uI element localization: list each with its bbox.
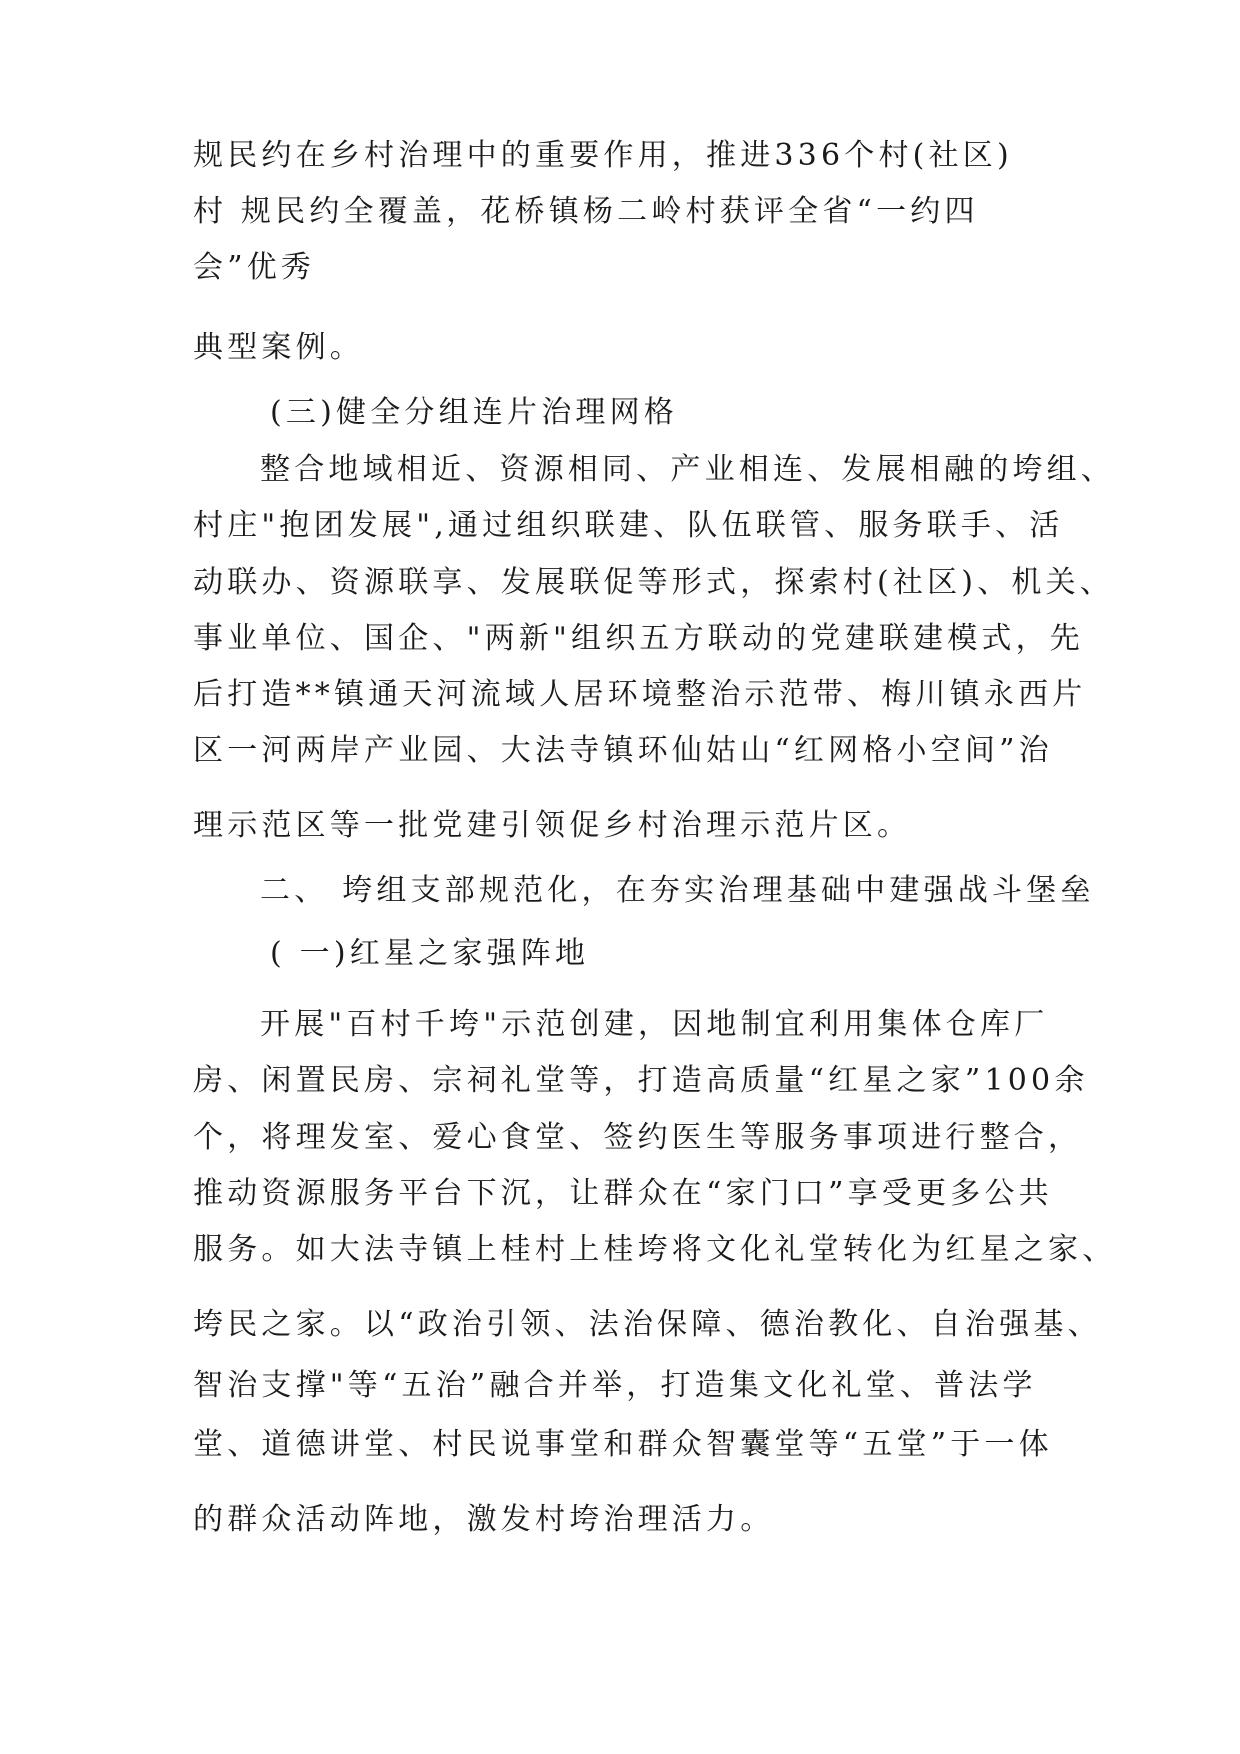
text-line: 智治支撑"等“五治”融合并举，打造集文化礼堂、普法学 (193, 1368, 1037, 1403)
paragraph-first-line: 开展"百村千垮"示范创建，因地制宜利用集体仓库厂 (260, 1007, 1049, 1042)
text-line: 个，将理发室、爱心食堂、签约医生等服务事项进行整合， (193, 1120, 1083, 1155)
text-line: 会”优秀 (193, 250, 316, 285)
section-heading: (三)健全分组连片治理网格 (270, 395, 679, 430)
text-line: 堂、道德讲堂、村民说事堂和群众智囊堂等“五堂”于一体 (193, 1427, 1053, 1462)
text-line: 规民约在乡村治理中的重要作用，推进336个村(社区) (193, 138, 1013, 173)
text-line: 垮民之家。以“政治引领、法治保障、德治教化、自治强基、 (193, 1307, 1102, 1342)
text-line: 典型案例。 (193, 330, 364, 365)
text-line: 房、闲置民房、宗祠礼堂等，打造高质量“红星之家”100余 (193, 1063, 1089, 1098)
text-line: 服务。如大法寺镇上桂村上桂垮将文化礼堂转化为红星之家、 (193, 1232, 1117, 1267)
text-line: 推动资源服务平台下沉，让群众在“家门口”享受更多公共 (193, 1176, 1053, 1211)
text-line: 区一河两岸产业园、大法寺镇环仙姑山“红网格小空间”治 (193, 733, 1053, 768)
chapter-heading: 二、 垮组支部规范化，在夯实治理基础中建强战斗堡垒 (260, 873, 1095, 908)
text-line: 村 规民约全覆盖，花桥镇杨二岭村获评全省“一约四 (193, 194, 979, 229)
paragraph-first-line: 整合地域相近、资源相同、产业相连、发展相融的垮组、 (260, 452, 1115, 487)
text-line: 后打造**镇通天河流域人居环境整治示范带、梅川镇永西片 (193, 677, 1087, 712)
text-line: 村庄"抱团发展",通过组织联建、队伍联管、服务联手、活 (193, 508, 1064, 543)
text-line: 动联办、资源联享、发展联促等形式，探索村(社区)、机关、 (193, 565, 1115, 600)
text-line: 理示范区等一批党建引领促乡村治理示范片区。 (193, 808, 912, 843)
text-line: 事业单位、国企、"两新"组织五方联动的党建联建模式，先 (193, 621, 1084, 656)
text-line: 的群众活动阵地，激发村垮治理活力。 (193, 1502, 775, 1537)
section-heading: ( 一)红星之家强阵地 (270, 936, 590, 971)
